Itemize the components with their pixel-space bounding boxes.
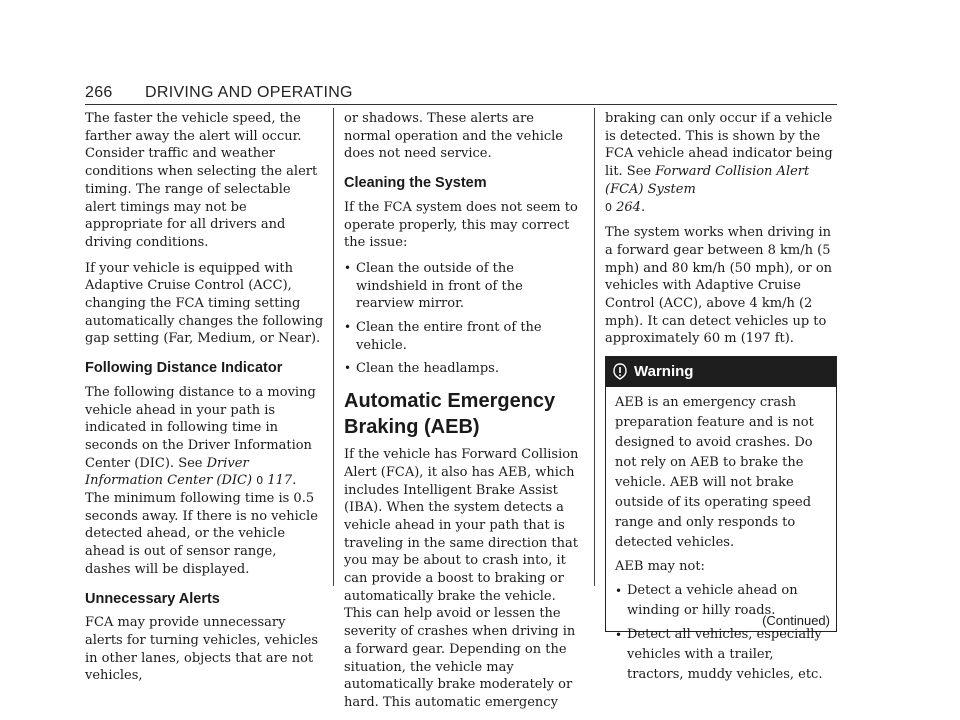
column-divider xyxy=(333,108,334,586)
bullet-icon: • xyxy=(344,260,352,275)
paragraph: The faster the vehicle speed, the farther away the alert will occur. Consider traffic and weather conditions when selecting the alert timing. The range of selectable alert timings may not be appropriate for all drivers and driving conditions. xyxy=(85,111,318,250)
warning-list xyxy=(615,581,828,685)
page-ref-number[interactable]: 117 xyxy=(267,473,293,489)
warning-body xyxy=(606,387,836,685)
warning-title: Warning xyxy=(634,363,694,381)
list-item xyxy=(615,625,828,685)
continued-label: (Continued) xyxy=(762,613,830,629)
heading-following-distance: Following Distance Indicator xyxy=(85,360,283,377)
section-title: DRIVING AND OPERATING xyxy=(145,84,353,101)
column-divider xyxy=(594,108,595,586)
warning-header xyxy=(606,357,836,387)
paragraph: If your vehicle is equipped with Adaptive Cruise Control (ACC), changing the FCA timing setting automatically changes the following gap setting (Far, Medium, or Near). xyxy=(85,260,324,347)
bullet-icon: • xyxy=(615,628,623,643)
paragraph: AEB may not: xyxy=(615,559,705,575)
list-item-text: Detect a vehicle ahead on winding or hilly roads. xyxy=(627,583,798,619)
paragraph xyxy=(605,110,837,216)
bullet-icon: • xyxy=(344,320,352,335)
text: . xyxy=(640,199,646,215)
text: . The minimum following time is 0.5 seconds away. If there is no vehicle detected ahead, or the vehicle ahead is out of sensor range, dashes will be displayed. xyxy=(85,473,318,577)
paragraph: If the vehicle has Forward Collision Alert (FCA), it also has AEB, which includes Intelligent Brake Assist (IBA). When the system detects a vehicle ahead in your path that is traveling in the same direction that you may be about to crash into, it can provide a boost to braking or automatically brake the vehicle. This can help avoid or lessen the severity of crashes when driving in a forward gear. Depending on the situation, the vehicle may automatically brake moderately or hard. This automatic emergency xyxy=(344,447,579,710)
bullet-icon: • xyxy=(344,361,352,376)
list-item-text: Clean the entire front of the vehicle. xyxy=(356,320,542,353)
list-item-text: Clean the outside of the windshield in front of the rearview mirror. xyxy=(356,260,523,312)
heading-unnecessary-alerts: Unnecessary Alerts xyxy=(85,590,220,607)
column-3 xyxy=(605,110,837,683)
cross-reference-link[interactable]: Forward Collision Alert (FCA) System xyxy=(605,164,810,197)
page-ref-arrow-icon: 0 xyxy=(605,200,612,214)
page-ref-arrow-icon: 0 xyxy=(256,474,264,488)
page-ref-number[interactable]: 264 xyxy=(616,199,641,215)
column-1 xyxy=(85,110,325,693)
list-item xyxy=(344,360,584,378)
warning-icon xyxy=(612,363,628,381)
paragraph: The system works when driving in a forward gear between 8 km/h (5 mph) and 80 km/h (50 mph), or on vehicles with Adaptive Cruise Control (ACC), above 4 km/h (2 mph). It can detect vehicles up to approximately 60 m (197 ft). xyxy=(605,225,833,347)
list-item xyxy=(344,260,584,313)
paragraph: FCA may provide unnecessary alerts for turning vehicles, vehicles in other lanes, objects that are not vehicles, xyxy=(85,615,319,684)
bullet-icon: • xyxy=(615,584,623,599)
list-item-text: Detect all vehicles, especially vehicles with a trailer, tractors, muddy vehicles, etc. xyxy=(627,627,823,683)
paragraph: AEB is an emergency crash preparation feature and is not designed to avoid crashes. Do not rely on AEB to brake the vehicle. AEB will not brake outside of its operating speed range and only responds to detected vehicles. xyxy=(615,395,814,551)
paragraph: or shadows. These alerts are normal operation and the vehicle does not need service. xyxy=(344,111,564,162)
list-item-text: Clean the headlamps. xyxy=(356,361,499,377)
heading-cleaning-system: Cleaning the System xyxy=(344,175,487,192)
column-2 xyxy=(344,110,584,720)
text: braking can only occur if a vehicle is detected. This is shown by the FCA vehicle ahead indicator being lit. See xyxy=(605,111,833,180)
page-number: 266 xyxy=(85,84,113,101)
text: The following distance to a moving vehicle ahead in your path is indicated in following time in seconds on the Driver Information Center (DIC). See xyxy=(85,384,316,471)
warning-box xyxy=(605,356,837,683)
paragraph: If the FCA system does not seem to operate properly, this may correct the issue: xyxy=(344,199,578,251)
heading-aeb: Automatic Emergency Braking (AEB) xyxy=(344,390,556,439)
list-item xyxy=(344,319,584,354)
header-rule xyxy=(85,104,837,105)
paragraph xyxy=(85,384,325,579)
cleaning-list xyxy=(344,260,584,378)
cross-reference-link[interactable]: Driver Information Center (DIC) xyxy=(85,455,253,489)
page-header xyxy=(85,84,837,106)
